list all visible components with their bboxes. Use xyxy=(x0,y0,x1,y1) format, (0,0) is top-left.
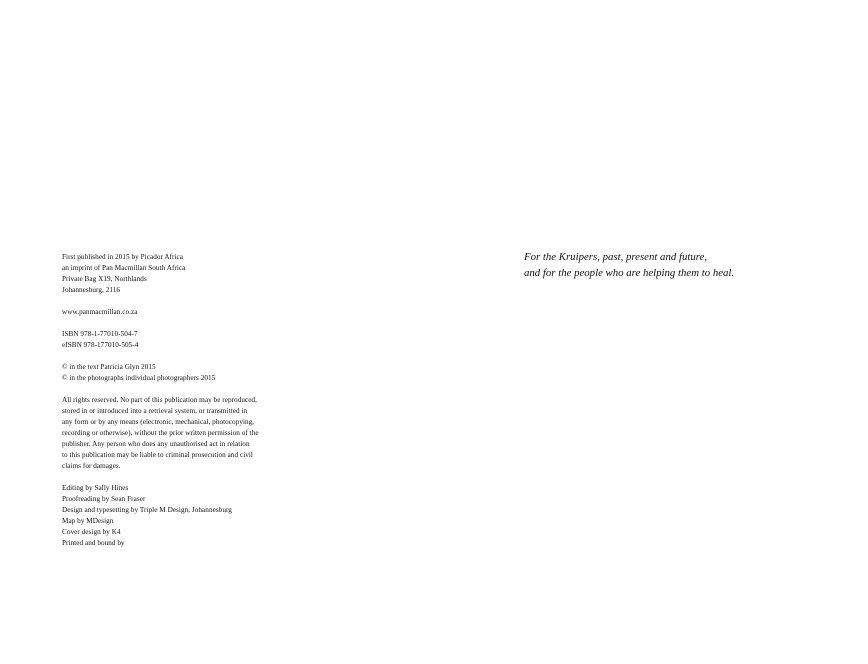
dedication-page xyxy=(524,249,844,281)
credit-line: Printed and bound by xyxy=(62,539,125,547)
dedication-line: For the Kruipers, past, present and future, xyxy=(524,251,708,263)
rights-line: stored in or introduced into a retrieval system, or transmitted in xyxy=(62,407,248,415)
rights-line: All rights reserved. No part of this publication may be reproduced, xyxy=(62,396,257,404)
rights-block xyxy=(62,395,302,472)
credit-line: Design and typesetting by Triple M Design, Johannesburg xyxy=(62,506,232,514)
copyright-block xyxy=(62,362,302,384)
website-block xyxy=(62,307,302,318)
publisher-block xyxy=(62,252,302,296)
isbn-line: ISBN 978-1-77010-504-7 xyxy=(62,330,138,338)
publisher-line: First published in 2015 by Picador Africa xyxy=(62,253,184,261)
rights-line: claims for damages. xyxy=(62,462,121,470)
publisher-line: Johannesburg, 2116 xyxy=(62,286,120,294)
dedication-line: and for the people who are helping them to heal. xyxy=(524,267,735,279)
rights-line: publisher. Any person who does any unauthorised act in relation xyxy=(62,440,250,448)
rights-line: any form or by any means (electronic, mechanical, photocopying, xyxy=(62,418,255,426)
website-link: www.panmacmillan.co.za xyxy=(62,308,138,316)
credits-block xyxy=(62,483,302,549)
credit-line: Proofreading by Sean Fraser xyxy=(62,495,146,503)
isbn-block xyxy=(62,329,302,351)
copyright-page xyxy=(62,252,302,560)
credit-line: Map by MDesign xyxy=(62,517,114,525)
publisher-line: an imprint of Pan Macmillan South Africa xyxy=(62,264,186,272)
copyright-line: © in the text Patricia Glyn 2015 xyxy=(62,363,156,371)
rights-line: to this publication may be liable to criminal prosecution and civil xyxy=(62,451,253,459)
copyright-line: © in the photographs individual photographers 2015 xyxy=(62,374,216,382)
isbn-line: eISBN 978-177010-505-4 xyxy=(62,341,139,349)
credit-line: Cover design by K4 xyxy=(62,528,121,536)
credit-line: Editing by Sally Hines xyxy=(62,484,129,492)
rights-line: recording or otherwise), without the prior written permission of the xyxy=(62,429,259,437)
publisher-line: Private Bag X19, Northlands xyxy=(62,275,147,283)
